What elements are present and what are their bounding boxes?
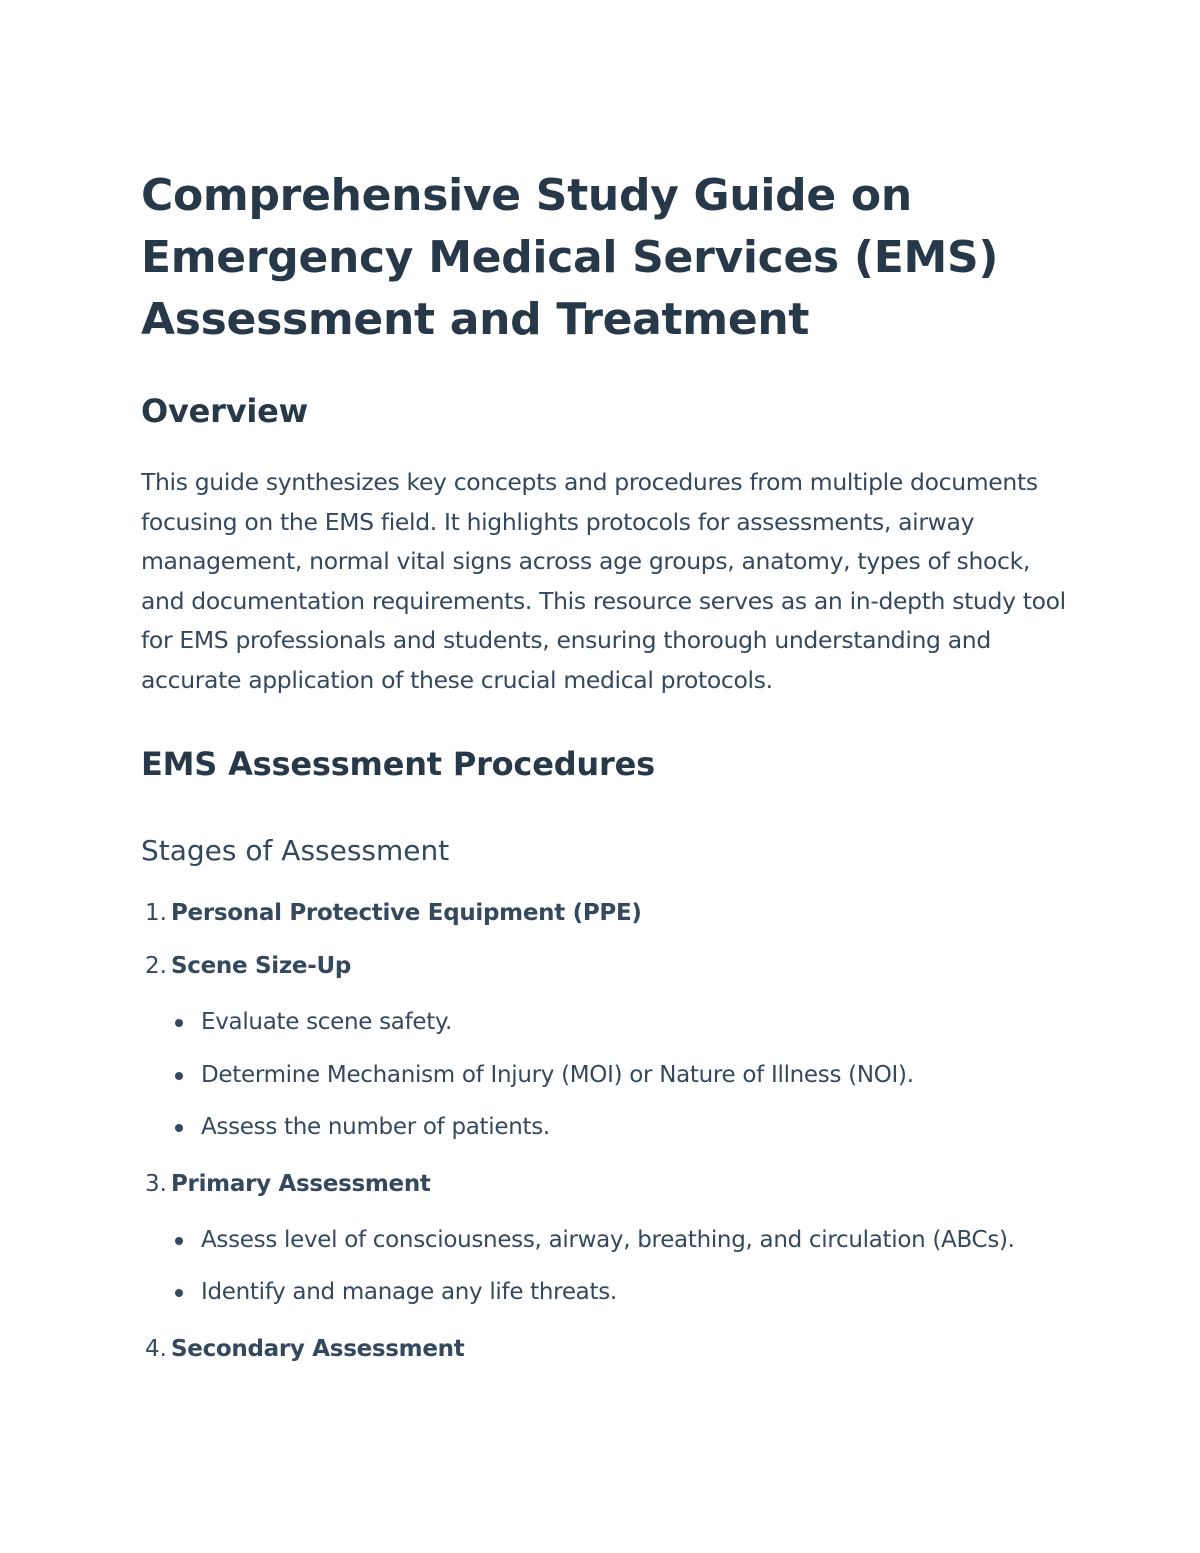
bullet-icon bbox=[175, 1019, 183, 1027]
list-item bbox=[171, 1273, 1071, 1313]
stage-item bbox=[141, 1333, 1071, 1366]
stages-list bbox=[141, 897, 1071, 1366]
stage-label: Primary Assessment bbox=[171, 1170, 431, 1197]
ems-assessment-heading: EMS Assessment Procedures bbox=[141, 745, 655, 783]
stage-label: Scene Size-Up bbox=[171, 953, 351, 979]
document-page bbox=[141, 165, 1071, 1386]
stage-label: Personal Protective Equipment (PPE) bbox=[171, 900, 642, 926]
list-item-text: Identify and manage any life threats. bbox=[201, 1279, 617, 1305]
overview-paragraph: This guide synthesizes key concepts and procedures from multiple documents focusing on the EMS field. It highlights protocols for assessments, airway management, normal vital signs across age groups, anatomy, types of shock, and documentation requirements. This resource serves as an in-depth study tool for EMS professionals and students, ensuring thorough understanding and accurate application of these crucial medical protocols. bbox=[141, 468, 1066, 694]
overview-heading: Overview bbox=[141, 392, 309, 430]
stages-subheading: Stages of Assessment bbox=[141, 834, 450, 867]
stage-label: Secondary Assessment bbox=[171, 1335, 465, 1362]
stage-number: 2. bbox=[145, 953, 167, 979]
list-item bbox=[171, 1221, 1071, 1261]
stage-sub-list bbox=[171, 1003, 1071, 1148]
list-item bbox=[171, 1056, 1071, 1096]
stage-sub-list bbox=[171, 1221, 1071, 1313]
bullet-icon bbox=[175, 1124, 183, 1132]
stage-number: 4. bbox=[145, 1335, 167, 1362]
bullet-icon bbox=[175, 1289, 183, 1297]
list-item bbox=[171, 1108, 1071, 1148]
stage-item bbox=[141, 897, 1071, 930]
list-item-text: Determine Mechanism of Injury (MOI) or Nature of Illness (NOI). bbox=[201, 1061, 914, 1088]
stage-number: 3. bbox=[145, 1170, 167, 1197]
stage-number: 1. bbox=[145, 900, 167, 926]
list-item-text: Assess level of consciousness, airway, breathing, and circulation (ABCs). bbox=[201, 1226, 1015, 1253]
list-item-text: Assess the number of patients. bbox=[201, 1114, 550, 1140]
list-item-text: Evaluate scene safety. bbox=[201, 1009, 452, 1035]
document-title: Comprehensive Study Guide on Emergency Medical Services (EMS) Assessment and Treatment bbox=[141, 170, 999, 345]
stage-item bbox=[141, 950, 1071, 1148]
list-item bbox=[171, 1003, 1071, 1043]
bullet-icon bbox=[175, 1072, 183, 1080]
bullet-icon bbox=[175, 1237, 183, 1245]
stage-item bbox=[141, 1168, 1071, 1313]
